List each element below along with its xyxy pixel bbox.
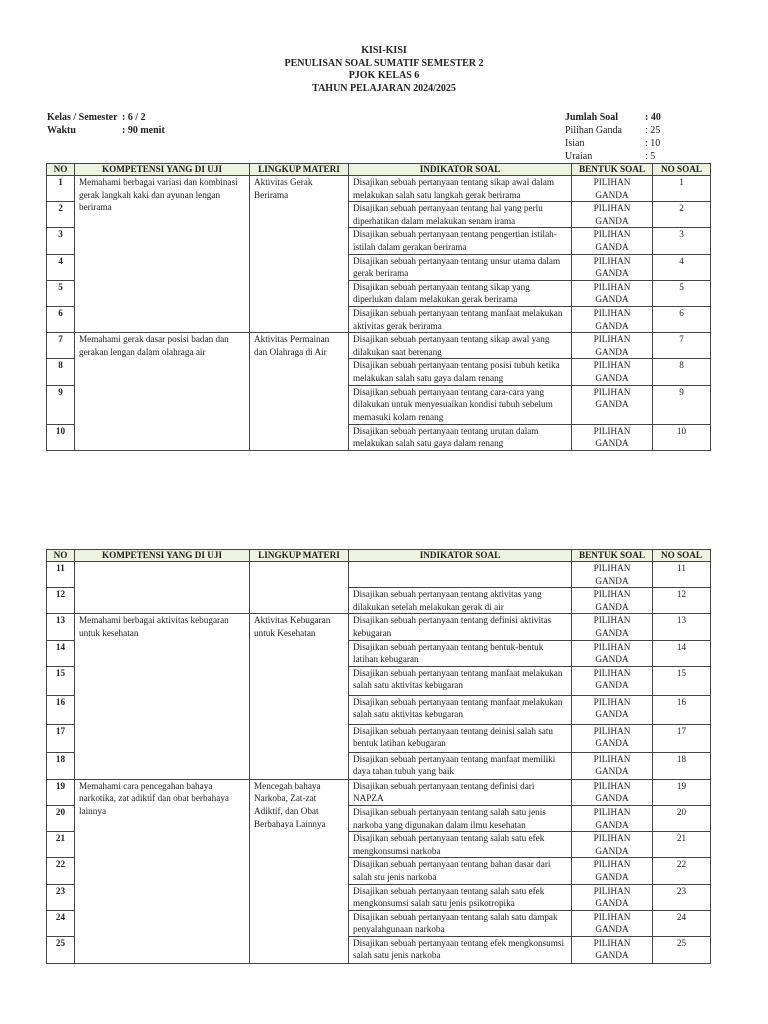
table-header-row xyxy=(47,164,711,176)
indikator-cell: Disajikan sebuah pertanyaan tentang sikap yang diperlukan dalam melakukan gerak berirama xyxy=(349,280,572,306)
bentuk-cell: PILIHAN GANDA xyxy=(572,424,653,450)
nosoal-cell: 10 xyxy=(653,424,711,450)
indikator-cell: Disajikan sebuah pertanyaan tentang salah satu jenis narkoba yang digunakan dalam ilmu kesehatan xyxy=(349,805,572,831)
row-number: 2 xyxy=(47,202,75,228)
kelas-value: : 6 / 2 xyxy=(122,112,146,123)
uraian-row xyxy=(565,150,661,163)
nosoal-cell: 18 xyxy=(653,752,711,779)
nosoal-cell: 14 xyxy=(653,640,711,666)
nosoal-cell: 20 xyxy=(653,805,711,831)
bentuk-cell: PILIHAN GANDA xyxy=(572,779,653,805)
kompetensi-cell xyxy=(75,562,250,614)
table-row xyxy=(47,562,711,588)
nosoal-cell: 11 xyxy=(653,562,711,588)
header-indikator: INDIKATOR SOAL xyxy=(349,550,572,562)
bentuk-cell: PILIHAN GANDA xyxy=(572,858,653,884)
nosoal-cell: 22 xyxy=(653,858,711,884)
row-number: 6 xyxy=(47,306,75,332)
bentuk-cell: PILIHAN GANDA xyxy=(572,910,653,936)
indikator-cell: Disajikan sebuah pertanyaan tentang definisi dari NAPZA xyxy=(349,779,572,805)
row-number: 23 xyxy=(47,884,75,910)
kompetensi-cell: Memahami cara pencegahan bahaya narkotika, zat adiktif dan obat berbahaya lainnya xyxy=(75,779,250,963)
row-number: 19 xyxy=(47,779,75,805)
lingkup-cell: Aktivitas Permainan dan Olahraga di Air xyxy=(250,333,349,451)
bentuk-cell: PILIHAN GANDA xyxy=(572,884,653,910)
bentuk-cell: PILIHAN GANDA xyxy=(572,385,653,424)
bentuk-cell: PILIHAN GANDA xyxy=(572,724,653,752)
nosoal-cell: 25 xyxy=(653,936,711,963)
class-info xyxy=(47,111,165,137)
title-line-4: TAHUN PELAJARAN 2024/2025 xyxy=(312,82,456,94)
indikator-cell: Disajikan sebuah pertanyaan tentang salah satu dampak penyalahgunaan narkoba xyxy=(349,910,572,936)
header-nosoal: NO SOAL xyxy=(653,550,711,562)
row-number: 17 xyxy=(47,724,75,752)
header-bentuk: BENTUK SOAL xyxy=(572,550,653,562)
kisi-table-2 xyxy=(46,549,711,964)
lingkup-cell: Aktivitas Kebugaran untuk Kesehatan xyxy=(250,614,349,779)
indikator-cell: Disajikan sebuah pertanyaan tentang posisi tubuh ketika melakukan salah satu gaya dalam renang xyxy=(349,359,572,385)
indikator-cell: Disajikan sebuah pertanyaan tentang manfaat melakukan salah satu aktivitas kebugaran xyxy=(349,695,572,724)
bentuk-cell: PILIHAN GANDA xyxy=(572,280,653,306)
waktu-value: : 90 menit xyxy=(122,125,165,136)
bentuk-cell: PILIHAN GANDA xyxy=(572,805,653,831)
jumlah-label: Jumlah Soal xyxy=(565,112,619,123)
title-line-2: PENULISAN SOAL SUMATIF SEMESTER 2 xyxy=(284,57,484,69)
indikator-cell: Disajikan sebuah pertanyaan tentang salah satu efek mengkonsumsi narkoba xyxy=(349,832,572,858)
uraian-label: Uraian xyxy=(565,151,593,162)
indikator-cell xyxy=(349,562,572,588)
row-number: 24 xyxy=(47,910,75,936)
header-indikator: INDIKATOR SOAL xyxy=(349,164,572,176)
row-number: 10 xyxy=(47,424,75,450)
row-number: 16 xyxy=(47,695,75,724)
table-row xyxy=(47,333,711,359)
indikator-cell: Disajikan sebuah pertanyaan tentang bentuk-bentuk latihan kebugaran xyxy=(349,640,572,666)
document-title xyxy=(0,45,768,95)
lingkup-cell xyxy=(250,562,349,614)
row-number: 9 xyxy=(47,385,75,424)
row-number: 5 xyxy=(47,280,75,306)
indikator-cell: Disajikan sebuah pertanyaan tentang hal yang perlu diperhatikan dalam melakukan senam irama xyxy=(349,202,572,228)
row-number: 18 xyxy=(47,752,75,779)
header-lingkup: LINGKUP MATERI xyxy=(250,164,349,176)
bentuk-cell: PILIHAN GANDA xyxy=(572,254,653,280)
table-row xyxy=(47,176,711,202)
bentuk-cell: PILIHAN GANDA xyxy=(572,936,653,963)
indikator-cell: Disajikan sebuah pertanyaan tentang sikap awal dalam melakukan salah satu langkah gerak berirama xyxy=(349,176,572,202)
jumlah-row xyxy=(565,111,661,124)
row-number: 21 xyxy=(47,832,75,858)
indikator-cell: Disajikan sebuah pertanyaan tentang urutan dalam melakukan salah satu gaya dalam renang xyxy=(349,424,572,450)
question-count-info xyxy=(565,111,661,163)
header-lingkup: LINGKUP MATERI xyxy=(250,550,349,562)
row-number: 12 xyxy=(47,588,75,614)
bentuk-cell: PILIHAN GANDA xyxy=(572,562,653,588)
waktu-label: Waktu xyxy=(47,125,76,136)
nosoal-cell: 12 xyxy=(653,588,711,614)
kelas-row xyxy=(47,111,165,124)
row-number: 4 xyxy=(47,254,75,280)
nosoal-cell: 8 xyxy=(653,359,711,385)
indikator-cell: Disajikan sebuah pertanyaan tentang pengertian istilah-istilah dalam gerakan berirama xyxy=(349,228,572,254)
header-nosoal: NO SOAL xyxy=(653,164,711,176)
kisi-table-1 xyxy=(46,163,711,451)
kompetensi-cell: Memahami berbagai aktivitas kebugaran untuk kesehatan xyxy=(75,614,250,779)
kompetensi-cell: Memahami berbagai variasi dan kombinasi gerak langkah kaki dan ayunan lengan berirama xyxy=(75,176,250,333)
lingkup-cell: Mencegah bahaya Narkoba, Zat-zat Adiktif, dan Obat Berbahaya Lainnya xyxy=(250,779,349,963)
isian-value: : 10 xyxy=(645,138,661,149)
row-number: 20 xyxy=(47,805,75,831)
row-number: 11 xyxy=(47,562,75,588)
indikator-cell: Disajikan sebuah pertanyaan tentang manfaat melakukan aktivitas gerak berirama xyxy=(349,306,572,332)
nosoal-cell: 3 xyxy=(653,228,711,254)
indikator-cell: Disajikan sebuah pertanyaan tentang salah satu efek mengkonsumsi salah satu jenis psikotropika xyxy=(349,884,572,910)
table-row xyxy=(47,614,711,640)
isian-label: Isian xyxy=(565,138,585,149)
header-kompetensi: KOMPETENSI YANG DI UJI xyxy=(75,164,250,176)
bentuk-cell: PILIHAN GANDA xyxy=(572,228,653,254)
kelas-label: Kelas / Semester xyxy=(47,112,118,123)
row-number: 1 xyxy=(47,176,75,202)
indikator-cell: Disajikan sebuah pertanyaan tentang efek mengkonsumsi salah satu jenis narkoba xyxy=(349,936,572,963)
isian-row xyxy=(565,137,661,150)
nosoal-cell: 7 xyxy=(653,333,711,359)
waktu-row xyxy=(47,124,165,137)
indikator-cell: Disajikan sebuah pertanyaan tentang cara-cara yang dilakukan untuk menyesuaikan kondisi tubuh sebelum memasuki kolam renang xyxy=(349,385,572,424)
indikator-cell: Disajikan sebuah pertanyaan tentang unsur utama dalam gerak berirama xyxy=(349,254,572,280)
bentuk-cell: PILIHAN GANDA xyxy=(572,666,653,695)
row-number: 13 xyxy=(47,614,75,640)
indikator-cell: Disajikan sebuah pertanyaan tentang manfaat memiliki daya tahan tubuh yang baik xyxy=(349,752,572,779)
title-line-3: PJOK KELAS 6 xyxy=(348,70,420,81)
bentuk-cell: PILIHAN GANDA xyxy=(572,359,653,385)
bentuk-cell: PILIHAN GANDA xyxy=(572,333,653,359)
title-line-1: KISI-KISI xyxy=(361,45,407,56)
uraian-value: : 5 xyxy=(645,151,656,162)
nosoal-cell: 5 xyxy=(653,280,711,306)
indikator-cell: Disajikan sebuah pertanyaan tentang deinisi salah satu bentuk latihan kebugaran xyxy=(349,724,572,752)
row-number: 8 xyxy=(47,359,75,385)
nosoal-cell: 21 xyxy=(653,832,711,858)
nosoal-cell: 9 xyxy=(653,385,711,424)
lingkup-cell: Aktivitas Gerak Berirama xyxy=(250,176,349,333)
nosoal-cell: 4 xyxy=(653,254,711,280)
header-kompetensi: KOMPETENSI YANG DI UJI xyxy=(75,550,250,562)
table-row xyxy=(47,779,711,805)
bentuk-cell: PILIHAN GANDA xyxy=(572,832,653,858)
row-number: 3 xyxy=(47,228,75,254)
table-header-row xyxy=(47,550,711,562)
pg-value: : 25 xyxy=(645,125,661,136)
bentuk-cell: PILIHAN GANDA xyxy=(572,695,653,724)
indikator-cell: Disajikan sebuah pertanyaan tentang manfaat melakukan salah satu aktivitas kebugaran xyxy=(349,666,572,695)
nosoal-cell: 17 xyxy=(653,724,711,752)
row-number: 22 xyxy=(47,858,75,884)
indikator-cell: Disajikan sebuah pertanyaan tentang bahan dasar dari salah stu jenis narkoba xyxy=(349,858,572,884)
row-number: 14 xyxy=(47,640,75,666)
kompetensi-cell: Memahami gerak dasar posisi badan dan gerakan lengan dalam olahraga air xyxy=(75,333,250,451)
nosoal-cell: 6 xyxy=(653,306,711,332)
nosoal-cell: 13 xyxy=(653,614,711,640)
nosoal-cell: 16 xyxy=(653,695,711,724)
row-number: 7 xyxy=(47,333,75,359)
row-number: 15 xyxy=(47,666,75,695)
pg-label: Pilihan Ganda xyxy=(565,125,622,136)
nosoal-cell: 19 xyxy=(653,779,711,805)
bentuk-cell: PILIHAN GANDA xyxy=(572,202,653,228)
indikator-cell: Disajikan sebuah pertanyaan tentang sikap awal yang dilakukan saat berenang xyxy=(349,333,572,359)
pg-row xyxy=(565,124,661,137)
nosoal-cell: 2 xyxy=(653,202,711,228)
bentuk-cell: PILIHAN GANDA xyxy=(572,588,653,614)
bentuk-cell: PILIHAN GANDA xyxy=(572,176,653,202)
header-no: NO xyxy=(47,164,75,176)
bentuk-cell: PILIHAN GANDA xyxy=(572,752,653,779)
header-bentuk: BENTUK SOAL xyxy=(572,164,653,176)
bentuk-cell: PILIHAN GANDA xyxy=(572,614,653,640)
row-number: 25 xyxy=(47,936,75,963)
jumlah-value: : 40 xyxy=(645,112,661,123)
bentuk-cell: PILIHAN GANDA xyxy=(572,640,653,666)
indikator-cell: Disajikan sebuah pertanyaan tentang definisi aktivitas kebugaran xyxy=(349,614,572,640)
nosoal-cell: 23 xyxy=(653,884,711,910)
header-no: NO xyxy=(47,550,75,562)
indikator-cell: Disajikan sebuah pertanyaan tentang aktivitas yang dilakukan setelah melakukan gerak di air xyxy=(349,588,572,614)
nosoal-cell: 24 xyxy=(653,910,711,936)
bentuk-cell: PILIHAN GANDA xyxy=(572,306,653,332)
nosoal-cell: 15 xyxy=(653,666,711,695)
nosoal-cell: 1 xyxy=(653,176,711,202)
